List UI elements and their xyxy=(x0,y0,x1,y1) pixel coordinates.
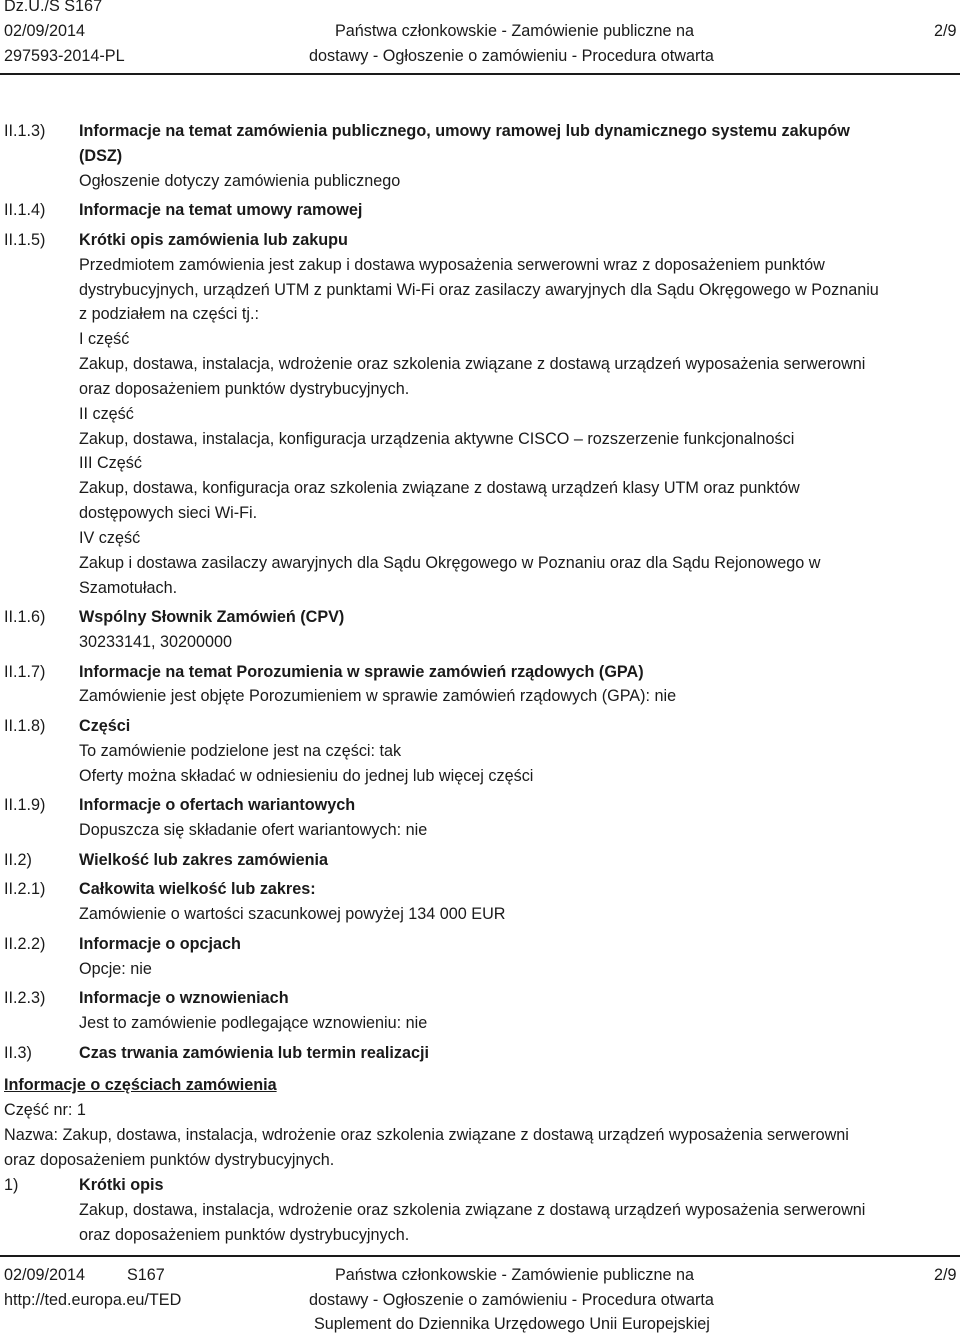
section-text: Przedmiotem zamówienia jest zakup i dostawa wyposażenia serwerowni wraz z doposażeniem punktów xyxy=(79,255,825,274)
section-heading: Wielkość lub zakres zamówienia xyxy=(79,850,329,869)
section-heading: Informacje o ofertach wariantowych xyxy=(79,796,356,815)
footer-rule xyxy=(0,1255,960,1257)
part-item-title: Krótki opis xyxy=(79,1176,164,1194)
section-number: II.2.3) xyxy=(4,989,46,1008)
section-text: III Część xyxy=(79,454,142,473)
section-number: II.3) xyxy=(4,1043,32,1062)
section-heading: Krótki opis zamówienia lub zakupu xyxy=(79,230,348,249)
section-heading: Informacje na temat zamówienia publicznego, umowy ramowej lub dynamicznego systemu zakupów xyxy=(79,122,850,140)
footer-page-number: 2/9 xyxy=(934,1266,957,1284)
part-name-line1: Nazwa: Zakup, dostawa, instalacja, wdrożenie oraz szkolenia związane z dostawą urządzeń wyposażenia serwerowni xyxy=(4,1126,849,1144)
section-heading: Wspólny Słownik Zamówień (CPV) xyxy=(79,608,345,627)
section-heading: Informacje na temat Porozumienia w sprawie zamówień rządowych (GPA) xyxy=(79,662,644,681)
footer-title-line1: Państwa członkowskie - Zamówienie publiczne na xyxy=(335,1266,694,1284)
section-number: II.1.4) xyxy=(4,201,46,220)
header-date: 02/09/2014 xyxy=(4,22,86,40)
section-text: IV część xyxy=(79,528,141,547)
header-rule xyxy=(0,73,960,75)
section-text: 30233141, 30200000 xyxy=(79,633,233,651)
header-title-line2: dostawy - Ogłoszenie o zamówieniu - Procedura otwarta xyxy=(309,47,714,65)
part-item-line2: oraz doposażeniem punktów dystrybucyjnych. xyxy=(79,1226,410,1244)
section-text: II część xyxy=(79,404,134,423)
footer-supplement: Suplement do Dziennika Urzędowego Unii Europejskiej xyxy=(314,1315,710,1333)
section-number: II.2) xyxy=(4,850,32,869)
footer-url: http://ted.europa.eu/TED xyxy=(4,1291,182,1309)
parts-heading: Informacje o częściach zamówienia xyxy=(4,1076,277,1094)
section-text: Zakup i dostawa zasilaczy awaryjnych dla Sądu Okręgowego w Poznaniu oraz dla Sądu Rejonowego w xyxy=(79,553,821,572)
footer-date: 02/09/2014 xyxy=(4,1266,86,1284)
section-number: II.2.1) xyxy=(4,880,46,899)
section-number: II.1.5) xyxy=(4,230,46,249)
header-title-line1: Państwa członkowskie - Zamówienie publiczne na xyxy=(335,22,694,40)
section-heading: (DSZ) xyxy=(79,146,123,165)
section-text: Zamówienie o wartości szacunkowej powyżej 134 000 EUR xyxy=(79,905,506,924)
section-text: Ogłoszenie dotyczy zamówienia publicznego xyxy=(79,171,401,190)
section-number: II.1.6) xyxy=(4,608,46,627)
section-text: Opcje: nie xyxy=(79,959,152,978)
section-text: Oferty można składać w odniesieniu do jednej lub więcej części xyxy=(79,766,534,785)
section-number: II.1.9) xyxy=(4,796,46,815)
section-text: dystrybucyjnych, urządzeń UTM z punktami Wi-Fi oraz zasilaczy awaryjnych dla Sądu Okręgowego w Poznaniu xyxy=(79,280,879,299)
section-text: I część xyxy=(79,330,130,349)
footer-series: S167 xyxy=(127,1266,165,1284)
part-number: Część nr: 1 xyxy=(4,1101,86,1119)
section-heading: Części xyxy=(79,717,131,736)
part-name-line2: oraz doposażeniem punktów dystrybucyjnych. xyxy=(4,1151,335,1169)
section-number: II.1.7) xyxy=(4,662,46,681)
footer-title-line2: dostawy - Ogłoszenie o zamówieniu - Procedura otwarta xyxy=(309,1291,714,1309)
section-text: Zamówienie jest objęte Porozumieniem w sprawie zamówień rządowych (GPA): nie xyxy=(79,687,677,706)
section-text: Zakup, dostawa, instalacja, konfiguracja urządzenia aktywne CISCO – rozszerzenie funkcjonalności xyxy=(79,429,795,448)
section-text: Zakup, dostawa, instalacja, wdrożenie oraz szkolenia związane z dostawą urządzeń wyposażenia serwerowni xyxy=(79,355,866,374)
part-item-line1: Zakup, dostawa, instalacja, wdrożenie oraz szkolenia związane z dostawą urządzeń wyposażenia serwerowni xyxy=(79,1201,866,1219)
section-heading: Informacje o wznowieniach xyxy=(79,989,289,1008)
section-text: dostępowych sieci Wi-Fi. xyxy=(79,504,258,523)
section-number: II.1.8) xyxy=(4,717,46,736)
section-text: Szamotułach. xyxy=(79,578,178,597)
section-heading: Czas trwania zamówienia lub termin realizacji xyxy=(79,1043,429,1062)
part-item-number: 1) xyxy=(4,1176,19,1194)
header-ref: Dz.U./S S167 xyxy=(4,0,103,15)
section-heading: Informacje o opcjach xyxy=(79,934,241,953)
section-text: Zakup, dostawa, konfiguracja oraz szkolenia związane z dostawą urządzeń klasy UTM oraz punktów xyxy=(79,479,800,498)
section-heading: Całkowita wielkość lub zakres: xyxy=(79,880,316,899)
section-text: Dopuszcza się składanie ofert wariantowych: nie xyxy=(79,821,428,840)
section-number: II.2.2) xyxy=(4,934,46,953)
section-number: II.1.3) xyxy=(4,122,46,140)
section-text: Jest to zamówienie podlegające wznowieniu: nie xyxy=(79,1014,428,1033)
section-text: oraz doposażeniem punktów dystrybucyjnych. xyxy=(79,379,410,398)
section-text: z podziałem na części tj.: xyxy=(79,305,259,324)
section-text: To zamówienie podzielone jest na części: tak xyxy=(79,741,402,760)
section-heading: Informacje na temat umowy ramowej xyxy=(79,201,363,220)
header-doc-number: 297593-2014-PL xyxy=(4,47,125,65)
header-page-number: 2/9 xyxy=(934,22,957,40)
